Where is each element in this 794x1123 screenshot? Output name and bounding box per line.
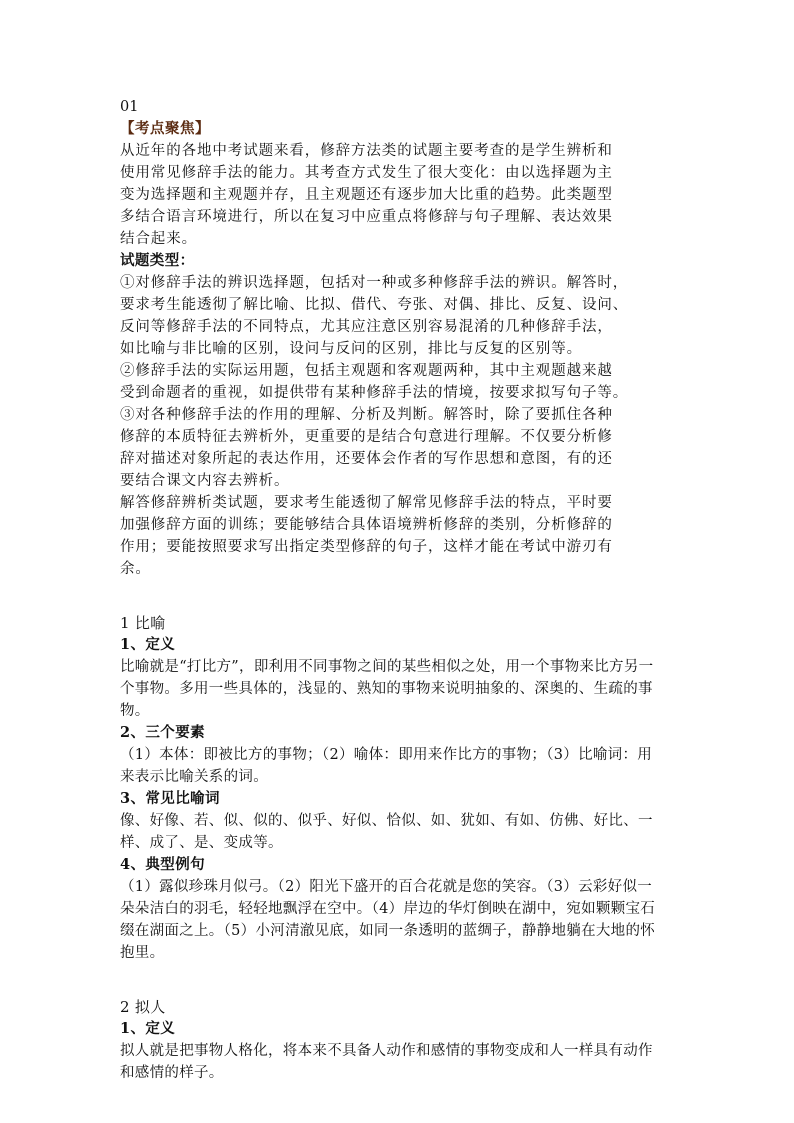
text-line: 个事物。多用一些具体的，浅显的、熟知的事物来说明抽象的、深奥的、生疏的事 (120, 681, 653, 697)
metaphor-examples (120, 876, 680, 964)
text-line: 来表示比喻关系的词。 (120, 769, 268, 785)
text-line: 辞对描述对象所起的表达作用，还要体会作者的写作思想和意图，有的还 (120, 451, 613, 467)
text-line: 从近年的各地中考试题来看，修辞方法类的试题主要考查的是学生辨析和 (120, 143, 613, 159)
subheading-definition: 1、定义 (120, 636, 176, 653)
text-line: ③对各种修辞手法的作用的理解、分析及判断。解答时，除了要抓住各种 (120, 407, 613, 423)
types-paragraph (120, 272, 680, 580)
subheading-examples: 4、典型例句 (120, 856, 205, 873)
metaphor-elements (120, 744, 680, 788)
text-line: 要结合课文内容去辨析。 (120, 473, 290, 489)
text-line: 拟人就是把事物人格化，将本来不具备人动作和感情的事物变成和人一样具有动作 (120, 1043, 653, 1059)
text-line: 像、好像、若、似、似的、似乎、好似、恰似、如、犹如、有如、仿佛、好比、一 (120, 813, 653, 829)
focus-heading: 【考点聚焦】 (120, 120, 210, 137)
text-line: （1）露似珍珠月似弓。（2）阳光下盛开的百合花就是您的笑容。（3）云彩好似一 (120, 879, 653, 895)
text-line: ①对修辞手法的辨识选择题，包括对一种或多种修辞手法的辨识。解答时， (120, 275, 629, 291)
section-title-metaphor: 1 比喻 (120, 614, 166, 632)
text-line: 解答修辞辨析类试题，要求考生能透彻了解常见修辞手法的特点，平时要 (120, 495, 613, 511)
subheading-common-words: 3、常见比喻词 (120, 790, 220, 807)
text-line: 比喻就是“打比方”，即利用不同事物之间的某些相似之处，用一个事物来比方另一 (120, 659, 654, 675)
text-line: 使用常见修辞手法的能力。其考查方式发生了很大变化：由以选择题为主 (120, 165, 613, 181)
text-line: 变为选择题和主观题并存，且主观题还有逐步加大比重的趋势。此类题型 (120, 187, 613, 203)
text-line: 作用；要能按照要求写出指定类型修辞的句子，这样才能在考试中游刃有 (120, 539, 613, 555)
text-line: 受到命题者的重视，如提供带有某种修辞手法的情境，按要求拟写句子等。 (120, 385, 629, 401)
focus-paragraph (120, 140, 680, 250)
text-line: 结合起来。 (120, 231, 197, 247)
document-page (120, 96, 680, 1084)
text-line: 加强修辞方面的训练；要能够结合具体语境辨析修辞的类别，分析修辞的 (120, 517, 613, 533)
text-line: 要求考生能透彻了解比喻、比拟、借代、夸张、对偶、排比、反复、设问、 (120, 297, 629, 313)
subheading-three-elements: 2、三个要素 (120, 724, 205, 741)
subheading-definition: 1、定义 (120, 1020, 176, 1037)
text-line: ②修辞手法的实际运用题，包括主观题和客观题两种，其中主观题越来越 (120, 363, 613, 379)
text-line: 和感情的样子。 (120, 1065, 224, 1081)
types-heading: 试题类型： (120, 252, 195, 269)
text-line: 物。 (120, 703, 150, 719)
text-line: 朵朵洁白的羽毛，轻轻地飘浮在空中。（4）岸边的华灯倒映在湖中，宛如颗颗宝石 (120, 901, 656, 917)
metaphor-words (120, 810, 680, 854)
metaphor-definition (120, 656, 680, 722)
personification-definition (120, 1040, 680, 1084)
text-line: 样、成了、是、变成等。 (120, 835, 283, 851)
text-line: 多结合语言环境进行，所以在复习中应重点将修辞与句子理解、表达效果 (120, 209, 613, 225)
section-title-personification: 2 拟人 (120, 998, 166, 1016)
text-line: （1）本体：即被比方的事物；（2）喻体：即用来作比方的事物；（3）比喻词：用 (120, 747, 653, 763)
text-line: 修辞的本质特征去辨析外，更重要的是结合句意进行理解。不仅要分析修 (120, 429, 613, 445)
text-line: 如比喻与非比喻的区别，设问与反问的区别，排比与反复的区别等。 (120, 341, 582, 357)
text-line: 反问等修辞手法的不同特点，尤其应注意区别容易混淆的几种修辞手法， (120, 319, 613, 335)
text-line: 余。 (120, 561, 151, 577)
text-line: 抱里。 (120, 945, 165, 961)
text-line: 缀在湖面之上。（5）小河清澈见底，如同一条透明的蓝绸子，静静地躺在大地的怀 (120, 923, 656, 939)
section-number: 01 (120, 99, 139, 115)
